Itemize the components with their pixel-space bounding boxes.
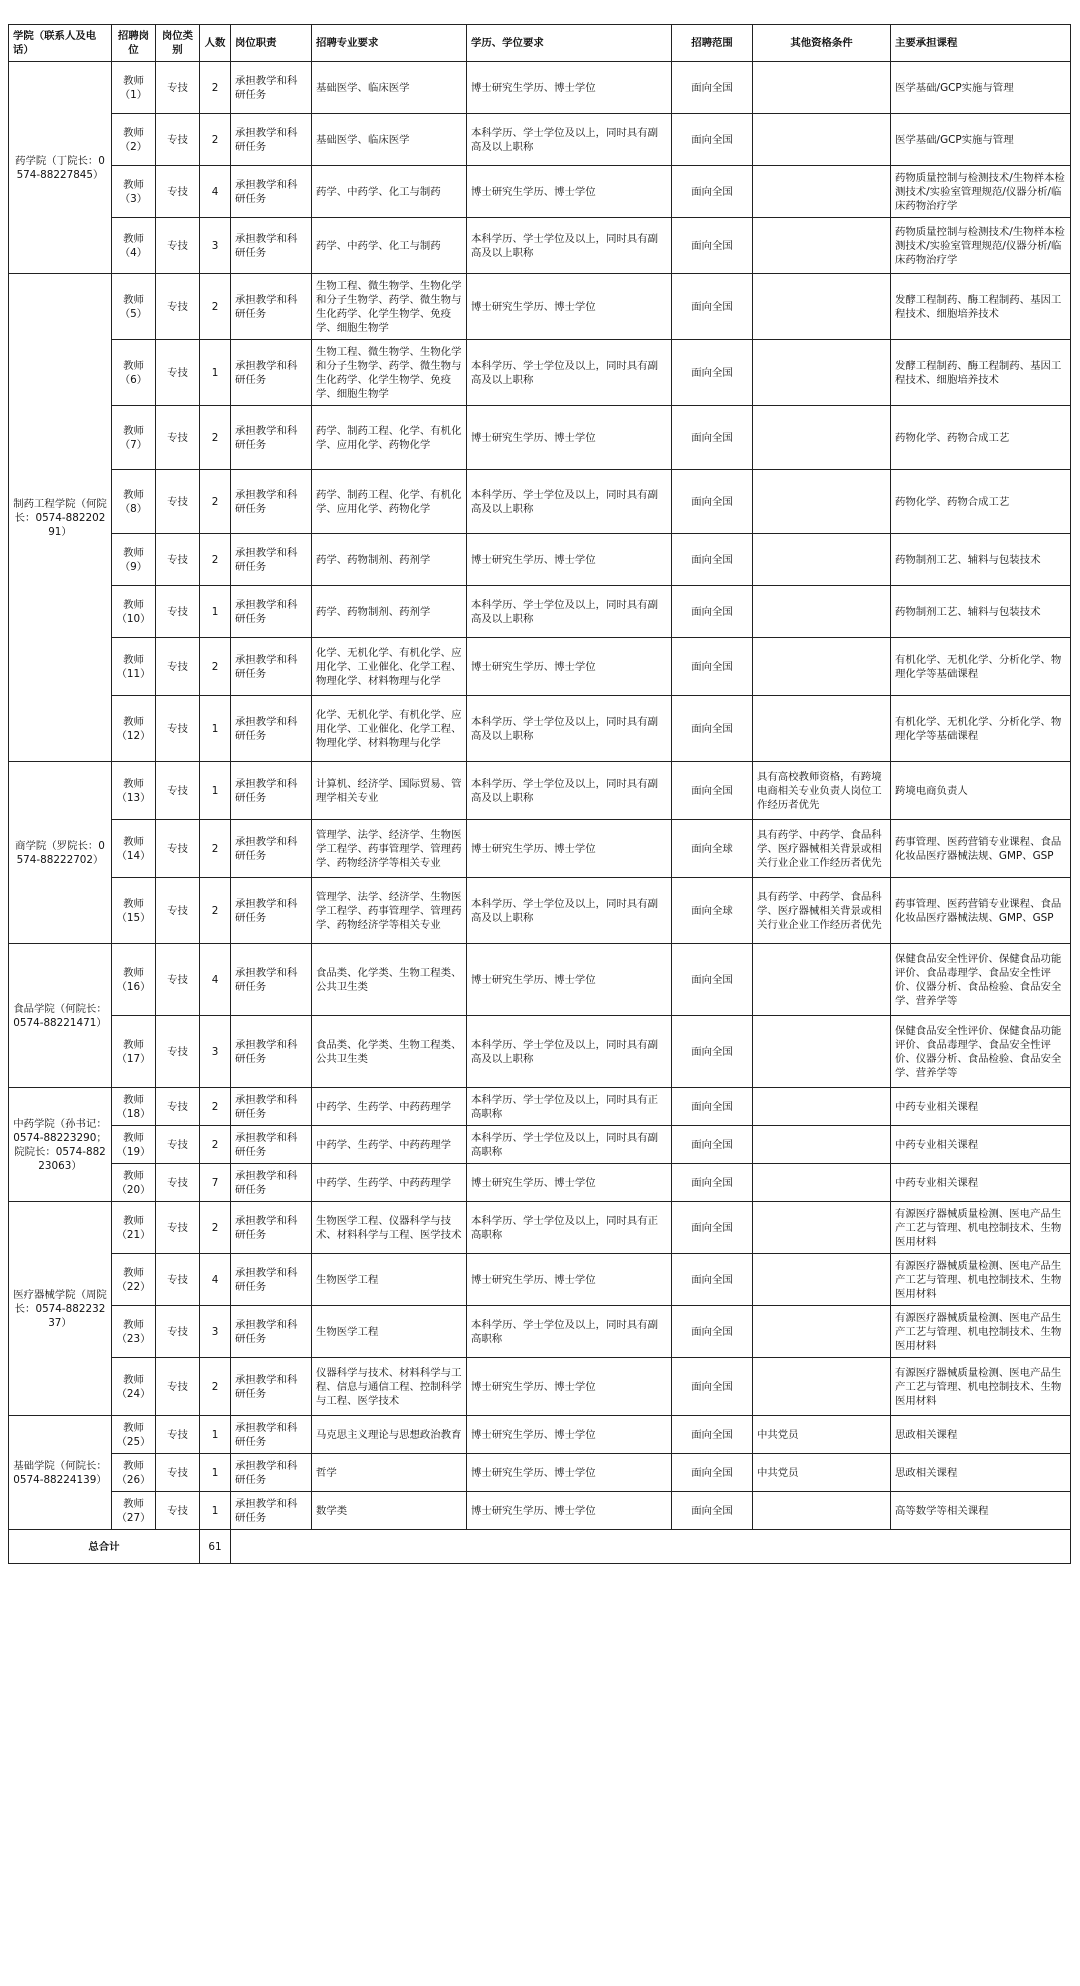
header-type: 岗位类别 <box>156 25 200 62</box>
count-cell: 2 <box>200 470 231 534</box>
courses-cell: 思政相关课程 <box>891 1416 1071 1454</box>
post-cell: 教师（26） <box>112 1454 156 1492</box>
scope-cell: 面向全国 <box>672 1254 753 1306</box>
degree-cell: 本科学历、学士学位及以上，同时具有副高及以上职称 <box>467 696 672 762</box>
post-cell: 教师（2） <box>112 114 156 166</box>
major-cell: 药学、制药工程、化学、有机化学、应用化学、药物化学 <box>312 406 467 470</box>
duty-cell: 承担教学和科研任务 <box>231 638 312 696</box>
courses-cell: 中药专业相关课程 <box>891 1164 1071 1202</box>
post-cell: 教师（24） <box>112 1358 156 1416</box>
type-cell: 专技 <box>156 62 200 114</box>
header-degree: 学历、学位要求 <box>467 25 672 62</box>
degree-cell: 本科学历、学士学位及以上，同时具有正高职称 <box>467 1202 672 1254</box>
duty-cell: 承担教学和科研任务 <box>231 166 312 218</box>
post-cell: 教师（3） <box>112 166 156 218</box>
duty-cell: 承担教学和科研任务 <box>231 762 312 820</box>
duty-cell: 承担教学和科研任务 <box>231 1254 312 1306</box>
count-cell: 3 <box>200 1016 231 1088</box>
duty-cell: 承担教学和科研任务 <box>231 1016 312 1088</box>
post-cell: 教师（4） <box>112 218 156 274</box>
type-cell: 专技 <box>156 406 200 470</box>
other-cell: 具有药学、中药学、食品科学、医疗器械相关背景或相关行业企业工作经历者优先 <box>753 820 891 878</box>
other-cell <box>753 114 891 166</box>
courses-cell: 保健食品安全性评价、保健食品功能评价、食品毒理学、食品安全性评价、仪器分析、食品检验、食品安全学、营养学等 <box>891 944 1071 1016</box>
scope-cell: 面向全国 <box>672 1492 753 1530</box>
table-row <box>9 1358 1071 1416</box>
post-cell: 教师（6） <box>112 340 156 406</box>
courses-cell: 药物制剂工艺、辅料与包装技术 <box>891 586 1071 638</box>
major-cell: 食品类、化学类、生物工程类、公共卫生类 <box>312 944 467 1016</box>
post-cell: 教师（5） <box>112 274 156 340</box>
courses-cell: 药物质量控制与检测技术/生物样本检测技术/实验室管理规范/仪器分析/临床药物治疗学 <box>891 218 1071 274</box>
scope-cell: 面向全国 <box>672 1416 753 1454</box>
table-row <box>9 62 1071 114</box>
table-row <box>9 944 1071 1016</box>
major-cell: 药学、中药学、化工与制药 <box>312 166 467 218</box>
count-cell: 7 <box>200 1164 231 1202</box>
college-cell: 中药学院（孙书记：0574-88223290；院院长：0574-88223063） <box>9 1088 112 1202</box>
other-cell <box>753 1358 891 1416</box>
post-cell: 教师（8） <box>112 470 156 534</box>
other-cell <box>753 274 891 340</box>
courses-cell: 有源医疗器械质量检测、医电产品生产工艺与管理、机电控制技术、生物医用材料 <box>891 1306 1071 1358</box>
courses-cell: 有机化学、无机化学、分析化学、物理化学等基础课程 <box>891 638 1071 696</box>
duty-cell: 承担教学和科研任务 <box>231 218 312 274</box>
count-cell: 1 <box>200 1416 231 1454</box>
courses-cell: 跨境电商负责人 <box>891 762 1071 820</box>
major-cell: 中药学、生药学、中药药理学 <box>312 1164 467 1202</box>
post-cell: 教师（17） <box>112 1016 156 1088</box>
major-cell: 食品类、化学类、生物工程类、公共卫生类 <box>312 1016 467 1088</box>
table-row <box>9 1492 1071 1530</box>
major-cell: 药学、制药工程、化学、有机化学、应用化学、药物化学 <box>312 470 467 534</box>
scope-cell: 面向全国 <box>672 218 753 274</box>
major-cell: 药学、中药学、化工与制药 <box>312 218 467 274</box>
college-cell: 医疗器械学院（周院长：0574-88223237） <box>9 1202 112 1416</box>
count-cell: 1 <box>200 696 231 762</box>
type-cell: 专技 <box>156 166 200 218</box>
table-row <box>9 470 1071 534</box>
duty-cell: 承担教学和科研任务 <box>231 62 312 114</box>
other-cell <box>753 340 891 406</box>
other-cell <box>753 638 891 696</box>
count-cell: 2 <box>200 1126 231 1164</box>
type-cell: 专技 <box>156 114 200 166</box>
college-cell: 商学院（罗院长：0574-88222702） <box>9 762 112 944</box>
courses-cell: 药物化学、药物合成工艺 <box>891 406 1071 470</box>
table-row <box>9 274 1071 340</box>
table-row <box>9 1088 1071 1126</box>
degree-cell: 博士研究生学历、博士学位 <box>467 1454 672 1492</box>
type-cell: 专技 <box>156 470 200 534</box>
major-cell: 中药学、生药学、中药药理学 <box>312 1088 467 1126</box>
degree-cell: 本科学历、学士学位及以上，同时具有正高职称 <box>467 1088 672 1126</box>
table-row <box>9 534 1071 586</box>
scope-cell: 面向全国 <box>672 1088 753 1126</box>
table-row <box>9 1454 1071 1492</box>
type-cell: 专技 <box>156 1416 200 1454</box>
post-cell: 教师（9） <box>112 534 156 586</box>
post-cell: 教师（12） <box>112 696 156 762</box>
total-row <box>9 1530 1071 1564</box>
post-cell: 教师（18） <box>112 1088 156 1126</box>
recruitment-table-wrapper <box>8 24 1071 1564</box>
total-blank <box>231 1530 1071 1564</box>
count-cell: 2 <box>200 534 231 586</box>
scope-cell: 面向全国 <box>672 1126 753 1164</box>
post-cell: 教师（16） <box>112 944 156 1016</box>
college-cell: 制药工程学院（何院长：0574-88220291） <box>9 274 112 762</box>
other-cell <box>753 944 891 1016</box>
scope-cell: 面向全国 <box>672 470 753 534</box>
count-cell: 2 <box>200 1202 231 1254</box>
major-cell: 马克思主义理论与思想政治教育 <box>312 1416 467 1454</box>
count-cell: 2 <box>200 114 231 166</box>
scope-cell: 面向全国 <box>672 340 753 406</box>
scope-cell: 面向全国 <box>672 1164 753 1202</box>
other-cell <box>753 218 891 274</box>
courses-cell: 医学基础/GCP实施与管理 <box>891 114 1071 166</box>
scope-cell: 面向全国 <box>672 944 753 1016</box>
count-cell: 2 <box>200 406 231 470</box>
duty-cell: 承担教学和科研任务 <box>231 1164 312 1202</box>
major-cell: 数学类 <box>312 1492 467 1530</box>
header-post: 招聘岗位 <box>112 25 156 62</box>
type-cell: 专技 <box>156 534 200 586</box>
duty-cell: 承担教学和科研任务 <box>231 340 312 406</box>
major-cell: 基础医学、临床医学 <box>312 62 467 114</box>
courses-cell: 有源医疗器械质量检测、医电产品生产工艺与管理、机电控制技术、生物医用材料 <box>891 1254 1071 1306</box>
duty-cell: 承担教学和科研任务 <box>231 274 312 340</box>
count-cell: 1 <box>200 1454 231 1492</box>
count-cell: 4 <box>200 1254 231 1306</box>
type-cell: 专技 <box>156 1254 200 1306</box>
count-cell: 1 <box>200 586 231 638</box>
post-cell: 教师（22） <box>112 1254 156 1306</box>
scope-cell: 面向全球 <box>672 820 753 878</box>
major-cell: 哲学 <box>312 1454 467 1492</box>
other-cell: 具有药学、中药学、食品科学、医疗器械相关背景或相关行业企业工作经历者优先 <box>753 878 891 944</box>
type-cell: 专技 <box>156 218 200 274</box>
degree-cell: 本科学历、学士学位及以上，同时具有副高及以上职称 <box>467 218 672 274</box>
other-cell: 具有高校教师资格，有跨境电商相关专业负责人岗位工作经历者优先 <box>753 762 891 820</box>
type-cell: 专技 <box>156 696 200 762</box>
type-cell: 专技 <box>156 274 200 340</box>
duty-cell: 承担教学和科研任务 <box>231 1306 312 1358</box>
other-cell <box>753 586 891 638</box>
post-cell: 教师（14） <box>112 820 156 878</box>
type-cell: 专技 <box>156 1202 200 1254</box>
table-row <box>9 406 1071 470</box>
scope-cell: 面向全国 <box>672 1358 753 1416</box>
type-cell: 专技 <box>156 762 200 820</box>
courses-cell: 发酵工程制药、酶工程制药、基因工程技术、细胞培养技术 <box>891 274 1071 340</box>
other-cell <box>753 1016 891 1088</box>
scope-cell: 面向全球 <box>672 878 753 944</box>
type-cell: 专技 <box>156 638 200 696</box>
courses-cell: 药物制剂工艺、辅料与包装技术 <box>891 534 1071 586</box>
major-cell: 管理学、法学、经济学、生物医学工程学、药事管理学、管理药学、药物经济学等相关专业 <box>312 820 467 878</box>
header-major: 招聘专业要求 <box>312 25 467 62</box>
duty-cell: 承担教学和科研任务 <box>231 944 312 1016</box>
major-cell: 仪器科学与技术、材料科学与工程、信息与通信工程、控制科学与工程、医学技术 <box>312 1358 467 1416</box>
other-cell <box>753 1126 891 1164</box>
table-row <box>9 878 1071 944</box>
degree-cell: 博士研究生学历、博士学位 <box>467 1254 672 1306</box>
duty-cell: 承担教学和科研任务 <box>231 534 312 586</box>
duty-cell: 承担教学和科研任务 <box>231 1088 312 1126</box>
scope-cell: 面向全国 <box>672 586 753 638</box>
degree-cell: 博士研究生学历、博士学位 <box>467 1358 672 1416</box>
post-cell: 教师（25） <box>112 1416 156 1454</box>
other-cell <box>753 534 891 586</box>
major-cell: 化学、无机化学、有机化学、应用化学、工业催化、化学工程、物理化学、材料物理与化学 <box>312 696 467 762</box>
courses-cell: 发酵工程制药、酶工程制药、基因工程技术、细胞培养技术 <box>891 340 1071 406</box>
major-cell: 化学、无机化学、有机化学、应用化学、工业催化、化学工程、物理化学、材料物理与化学 <box>312 638 467 696</box>
type-cell: 专技 <box>156 1306 200 1358</box>
duty-cell: 承担教学和科研任务 <box>231 1492 312 1530</box>
table-row <box>9 696 1071 762</box>
other-cell: 中共党员 <box>753 1416 891 1454</box>
total-count: 61 <box>200 1530 231 1564</box>
major-cell: 生物医学工程 <box>312 1306 467 1358</box>
table-row <box>9 1016 1071 1088</box>
header-other: 其他资格条件 <box>753 25 891 62</box>
courses-cell: 药事管理、医药营销专业课程、食品化妆品医疗器械法规、GMP、GSP <box>891 820 1071 878</box>
major-cell: 生物工程、微生物学、生物化学和分子生物学、药学、微生物与生化药学、化学生物学、免疫学、细胞生物学 <box>312 274 467 340</box>
duty-cell: 承担教学和科研任务 <box>231 470 312 534</box>
other-cell <box>753 1254 891 1306</box>
major-cell: 基础医学、临床医学 <box>312 114 467 166</box>
degree-cell: 博士研究生学历、博士学位 <box>467 274 672 340</box>
post-cell: 教师（23） <box>112 1306 156 1358</box>
table-body <box>9 62 1071 1530</box>
count-cell: 1 <box>200 762 231 820</box>
table-row <box>9 586 1071 638</box>
post-cell: 教师（13） <box>112 762 156 820</box>
major-cell: 生物工程、微生物学、生物化学和分子生物学、药学、微生物与生化药学、化学生物学、免疫学、细胞生物学 <box>312 340 467 406</box>
count-cell: 2 <box>200 820 231 878</box>
count-cell: 3 <box>200 1306 231 1358</box>
header-duty: 岗位职责 <box>231 25 312 62</box>
courses-cell: 医学基础/GCP实施与管理 <box>891 62 1071 114</box>
duty-cell: 承担教学和科研任务 <box>231 1126 312 1164</box>
type-cell: 专技 <box>156 1454 200 1492</box>
count-cell: 3 <box>200 218 231 274</box>
type-cell: 专技 <box>156 878 200 944</box>
count-cell: 4 <box>200 944 231 1016</box>
duty-cell: 承担教学和科研任务 <box>231 820 312 878</box>
post-cell: 教师（21） <box>112 1202 156 1254</box>
major-cell: 生物医学工程 <box>312 1254 467 1306</box>
scope-cell: 面向全国 <box>672 696 753 762</box>
type-cell: 专技 <box>156 944 200 1016</box>
count-cell: 2 <box>200 62 231 114</box>
scope-cell: 面向全国 <box>672 1306 753 1358</box>
count-cell: 1 <box>200 1492 231 1530</box>
table-row <box>9 218 1071 274</box>
post-cell: 教师（20） <box>112 1164 156 1202</box>
scope-cell: 面向全国 <box>672 1016 753 1088</box>
recruitment-table <box>8 24 1071 1564</box>
duty-cell: 承担教学和科研任务 <box>231 1202 312 1254</box>
post-cell: 教师（7） <box>112 406 156 470</box>
college-cell: 药学院（丁院长：0574-88227845） <box>9 62 112 274</box>
scope-cell: 面向全国 <box>672 166 753 218</box>
major-cell: 管理学、法学、经济学、生物医学工程学、药事管理学、管理药学、药物经济学等相关专业 <box>312 878 467 944</box>
degree-cell: 博士研究生学历、博士学位 <box>467 406 672 470</box>
degree-cell: 博士研究生学历、博士学位 <box>467 1164 672 1202</box>
college-cell: 食品学院（何院长：0574-88221471） <box>9 944 112 1088</box>
type-cell: 专技 <box>156 1016 200 1088</box>
table-row <box>9 1254 1071 1306</box>
scope-cell: 面向全国 <box>672 114 753 166</box>
courses-cell: 药物质量控制与检测技术/生物样本检测技术/实验室管理规范/仪器分析/临床药物治疗学 <box>891 166 1071 218</box>
duty-cell: 承担教学和科研任务 <box>231 696 312 762</box>
table-row <box>9 1126 1071 1164</box>
courses-cell: 药事管理、医药营销专业课程、食品化妆品医疗器械法规、GMP、GSP <box>891 878 1071 944</box>
degree-cell: 博士研究生学历、博士学位 <box>467 1492 672 1530</box>
degree-cell: 本科学历、学士学位及以上，同时具有副高及以上职称 <box>467 1016 672 1088</box>
duty-cell: 承担教学和科研任务 <box>231 406 312 470</box>
table-row <box>9 1202 1071 1254</box>
major-cell: 药学、药物制剂、药剂学 <box>312 586 467 638</box>
post-cell: 教师（11） <box>112 638 156 696</box>
count-cell: 2 <box>200 878 231 944</box>
scope-cell: 面向全国 <box>672 406 753 470</box>
other-cell <box>753 166 891 218</box>
scope-cell: 面向全国 <box>672 62 753 114</box>
total-label: 总合计 <box>9 1530 200 1564</box>
other-cell <box>753 1492 891 1530</box>
type-cell: 专技 <box>156 340 200 406</box>
post-cell: 教师（15） <box>112 878 156 944</box>
table-row <box>9 114 1071 166</box>
other-cell <box>753 696 891 762</box>
courses-cell: 有源医疗器械质量检测、医电产品生产工艺与管理、机电控制技术、生物医用材料 <box>891 1358 1071 1416</box>
major-cell: 药学、药物制剂、药剂学 <box>312 534 467 586</box>
major-cell: 计算机、经济学、国际贸易、管理学相关专业 <box>312 762 467 820</box>
duty-cell: 承担教学和科研任务 <box>231 1416 312 1454</box>
table-row <box>9 762 1071 820</box>
header-scope: 招聘范围 <box>672 25 753 62</box>
type-cell: 专技 <box>156 586 200 638</box>
courses-cell: 保健食品安全性评价、保健食品功能评价、食品毒理学、食品安全性评价、仪器分析、食品检验、食品安全学、营养学等 <box>891 1016 1071 1088</box>
count-cell: 2 <box>200 274 231 340</box>
other-cell <box>753 470 891 534</box>
count-cell: 4 <box>200 166 231 218</box>
table-row <box>9 638 1071 696</box>
duty-cell: 承担教学和科研任务 <box>231 586 312 638</box>
degree-cell: 本科学历、学士学位及以上，同时具有副高及以上职称 <box>467 762 672 820</box>
post-cell: 教师（27） <box>112 1492 156 1530</box>
scope-cell: 面向全国 <box>672 1202 753 1254</box>
scope-cell: 面向全国 <box>672 1454 753 1492</box>
count-cell: 2 <box>200 1358 231 1416</box>
other-cell <box>753 62 891 114</box>
degree-cell: 本科学历、学士学位及以上，同时具有副高及以上职称 <box>467 340 672 406</box>
duty-cell: 承担教学和科研任务 <box>231 878 312 944</box>
count-cell: 2 <box>200 638 231 696</box>
scope-cell: 面向全国 <box>672 274 753 340</box>
degree-cell: 本科学历、学士学位及以上，同时具有副高及以上职称 <box>467 470 672 534</box>
degree-cell: 博士研究生学历、博士学位 <box>467 534 672 586</box>
table-row <box>9 820 1071 878</box>
other-cell <box>753 1306 891 1358</box>
degree-cell: 本科学历、学士学位及以上，同时具有副高及以上职称 <box>467 114 672 166</box>
table-row <box>9 1306 1071 1358</box>
duty-cell: 承担教学和科研任务 <box>231 114 312 166</box>
duty-cell: 承担教学和科研任务 <box>231 1454 312 1492</box>
degree-cell: 本科学历、学士学位及以上，同时具有副高及以上职称 <box>467 878 672 944</box>
post-cell: 教师（19） <box>112 1126 156 1164</box>
other-cell <box>753 1164 891 1202</box>
degree-cell: 博士研究生学历、博士学位 <box>467 944 672 1016</box>
header-count: 人数 <box>200 25 231 62</box>
type-cell: 专技 <box>156 1164 200 1202</box>
other-cell: 中共党员 <box>753 1454 891 1492</box>
table-row <box>9 1164 1071 1202</box>
degree-cell: 博士研究生学历、博士学位 <box>467 166 672 218</box>
post-cell: 教师（10） <box>112 586 156 638</box>
degree-cell: 博士研究生学历、博士学位 <box>467 820 672 878</box>
degree-cell: 博士研究生学历、博士学位 <box>467 1416 672 1454</box>
degree-cell: 博士研究生学历、博士学位 <box>467 62 672 114</box>
type-cell: 专技 <box>156 1126 200 1164</box>
scope-cell: 面向全国 <box>672 762 753 820</box>
header-college: 学院（联系人及电话） <box>9 25 112 62</box>
courses-cell: 有源医疗器械质量检测、医电产品生产工艺与管理、机电控制技术、生物医用材料 <box>891 1202 1071 1254</box>
college-cell: 基础学院（何院长：0574-88224139） <box>9 1416 112 1530</box>
courses-cell: 思政相关课程 <box>891 1454 1071 1492</box>
degree-cell: 本科学历、学士学位及以上，同时具有副高职称 <box>467 1126 672 1164</box>
degree-cell: 本科学历、学士学位及以上，同时具有副高职称 <box>467 1306 672 1358</box>
courses-cell: 有机化学、无机化学、分析化学、物理化学等基础课程 <box>891 696 1071 762</box>
header-courses: 主要承担课程 <box>891 25 1071 62</box>
major-cell: 生物医学工程、仪器科学与技术、材料科学与工程、医学技术 <box>312 1202 467 1254</box>
other-cell <box>753 1088 891 1126</box>
type-cell: 专技 <box>156 820 200 878</box>
other-cell <box>753 406 891 470</box>
courses-cell: 中药专业相关课程 <box>891 1088 1071 1126</box>
header-row <box>9 25 1071 62</box>
post-cell: 教师（1） <box>112 62 156 114</box>
courses-cell: 中药专业相关课程 <box>891 1126 1071 1164</box>
scope-cell: 面向全国 <box>672 638 753 696</box>
courses-cell: 药物化学、药物合成工艺 <box>891 470 1071 534</box>
courses-cell: 高等数学等相关课程 <box>891 1492 1071 1530</box>
count-cell: 1 <box>200 340 231 406</box>
degree-cell: 博士研究生学历、博士学位 <box>467 638 672 696</box>
degree-cell: 本科学历、学士学位及以上，同时具有副高及以上职称 <box>467 586 672 638</box>
table-row <box>9 340 1071 406</box>
duty-cell: 承担教学和科研任务 <box>231 1358 312 1416</box>
table-row <box>9 1416 1071 1454</box>
scope-cell: 面向全国 <box>672 534 753 586</box>
type-cell: 专技 <box>156 1358 200 1416</box>
type-cell: 专技 <box>156 1088 200 1126</box>
other-cell <box>753 1202 891 1254</box>
count-cell: 2 <box>200 1088 231 1126</box>
table-row <box>9 166 1071 218</box>
major-cell: 中药学、生药学、中药药理学 <box>312 1126 467 1164</box>
type-cell: 专技 <box>156 1492 200 1530</box>
